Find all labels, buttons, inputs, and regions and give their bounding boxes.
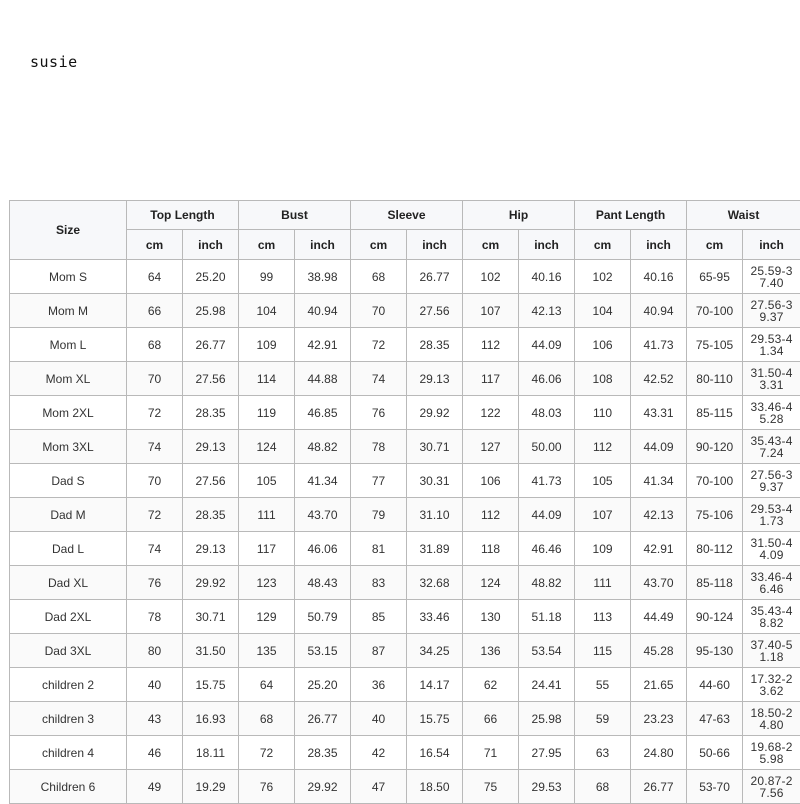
- table-cell: 77: [351, 464, 407, 498]
- table-cell: 20.87-27.56: [743, 770, 800, 804]
- table-cell: 117: [463, 362, 519, 396]
- table-cell: 85-118: [687, 566, 743, 600]
- table-cell: 123: [239, 566, 295, 600]
- table-cell: 29.13: [183, 430, 239, 464]
- table-cell: 21.65: [631, 668, 687, 702]
- table-cell: 47-63: [687, 702, 743, 736]
- table-cell: 40: [127, 668, 183, 702]
- table-row: [10, 362, 800, 396]
- brand-label: susie: [30, 53, 78, 71]
- table-cell: 124: [463, 566, 519, 600]
- size-cell: children 2: [10, 668, 127, 702]
- table-cell: 46.06: [519, 362, 575, 396]
- table-cell: 28.35: [295, 736, 351, 770]
- table-cell: 33.46-46.46: [743, 566, 800, 600]
- size-chart-table: [9, 200, 800, 804]
- table-cell: 36: [351, 668, 407, 702]
- table-cell: 70-100: [687, 464, 743, 498]
- table-cell: 129: [239, 600, 295, 634]
- size-cell: Mom 3XL: [10, 430, 127, 464]
- table-cell: 102: [463, 260, 519, 294]
- table-cell: 40.16: [631, 260, 687, 294]
- group-header-pant-length: Pant Length: [575, 201, 687, 230]
- table-cell: 25.20: [295, 668, 351, 702]
- table-cell: 29.53-41.73: [743, 498, 800, 532]
- size-cell: children 4: [10, 736, 127, 770]
- table-row: [10, 328, 800, 362]
- table-cell: 46: [127, 736, 183, 770]
- table-row: [10, 294, 800, 328]
- table-cell: 112: [575, 430, 631, 464]
- size-cell: Dad XL: [10, 566, 127, 600]
- table-cell: 66: [463, 702, 519, 736]
- size-cell: Dad S: [10, 464, 127, 498]
- table-cell: 27.56: [183, 464, 239, 498]
- table-cell: 44.49: [631, 600, 687, 634]
- table-row: [10, 600, 800, 634]
- header-row-units: [10, 230, 800, 260]
- table-cell: 55: [575, 668, 631, 702]
- table-cell: 113: [575, 600, 631, 634]
- table-cell: 68: [127, 328, 183, 362]
- table-cell: 25.98: [519, 702, 575, 736]
- table-cell: 29.92: [183, 566, 239, 600]
- size-cell: Mom XL: [10, 362, 127, 396]
- table-cell: 29.92: [295, 770, 351, 804]
- table-cell: 136: [463, 634, 519, 668]
- table-cell: 44.09: [519, 328, 575, 362]
- table-cell: 76: [239, 770, 295, 804]
- table-cell: 40.16: [519, 260, 575, 294]
- table-cell: 25.20: [183, 260, 239, 294]
- size-cell: Dad 2XL: [10, 600, 127, 634]
- unit-header-inch: inch: [631, 230, 687, 260]
- table-row: [10, 702, 800, 736]
- table-cell: 90-120: [687, 430, 743, 464]
- table-cell: 109: [575, 532, 631, 566]
- table-cell: 15.75: [407, 702, 463, 736]
- table-row: [10, 770, 800, 804]
- table-row: [10, 736, 800, 770]
- table-cell: 18.11: [183, 736, 239, 770]
- table-cell: 78: [351, 430, 407, 464]
- table-cell: 43.70: [295, 498, 351, 532]
- unit-header-inch: inch: [743, 230, 800, 260]
- unit-header-inch: inch: [407, 230, 463, 260]
- table-cell: 14.17: [407, 668, 463, 702]
- table-cell: 30.71: [183, 600, 239, 634]
- table-cell: 70-100: [687, 294, 743, 328]
- table-cell: 29.53-41.34: [743, 328, 800, 362]
- table-cell: 80-112: [687, 532, 743, 566]
- unit-header-inch: inch: [295, 230, 351, 260]
- table-cell: 26.77: [631, 770, 687, 804]
- table-cell: 70: [351, 294, 407, 328]
- table-cell: 115: [575, 634, 631, 668]
- table-cell: 28.35: [407, 328, 463, 362]
- table-cell: 41.73: [631, 328, 687, 362]
- unit-header-cm: cm: [351, 230, 407, 260]
- table-row: [10, 532, 800, 566]
- table-cell: 19.29: [183, 770, 239, 804]
- table-cell: 29.13: [407, 362, 463, 396]
- table-cell: 16.54: [407, 736, 463, 770]
- table-cell: 114: [239, 362, 295, 396]
- table-cell: 85: [351, 600, 407, 634]
- table-cell: 42: [351, 736, 407, 770]
- table-cell: 111: [239, 498, 295, 532]
- table-cell: 40.94: [631, 294, 687, 328]
- table-cell: 34.25: [407, 634, 463, 668]
- size-cell: Children 6: [10, 770, 127, 804]
- table-cell: 46.06: [295, 532, 351, 566]
- table-cell: 85-115: [687, 396, 743, 430]
- table-cell: 25.59-37.40: [743, 260, 800, 294]
- table-cell: 117: [239, 532, 295, 566]
- table-row: [10, 498, 800, 532]
- table-cell: 68: [351, 260, 407, 294]
- table-cell: 17.32-23.62: [743, 668, 800, 702]
- table-cell: 80-110: [687, 362, 743, 396]
- table-cell: 119: [239, 396, 295, 430]
- table-cell: 108: [575, 362, 631, 396]
- table-cell: 50.00: [519, 430, 575, 464]
- size-chart-body: [10, 260, 800, 804]
- table-cell: 48.43: [295, 566, 351, 600]
- table-cell: 24.80: [631, 736, 687, 770]
- table-cell: 78: [127, 600, 183, 634]
- table-cell: 72: [127, 396, 183, 430]
- table-cell: 50-66: [687, 736, 743, 770]
- table-cell: 27.56: [183, 362, 239, 396]
- table-cell: 105: [239, 464, 295, 498]
- table-cell: 83: [351, 566, 407, 600]
- table-cell: 90-124: [687, 600, 743, 634]
- table-cell: 64: [239, 668, 295, 702]
- unit-header-cm: cm: [687, 230, 743, 260]
- table-cell: 72: [351, 328, 407, 362]
- table-cell: 64: [127, 260, 183, 294]
- table-cell: 42.13: [631, 498, 687, 532]
- table-cell: 27.56-39.37: [743, 294, 800, 328]
- unit-header-cm: cm: [463, 230, 519, 260]
- table-cell: 26.77: [407, 260, 463, 294]
- table-cell: 118: [463, 532, 519, 566]
- table-cell: 18.50-24.80: [743, 702, 800, 736]
- table-cell: 19.68-25.98: [743, 736, 800, 770]
- table-cell: 48.82: [295, 430, 351, 464]
- table-cell: 127: [463, 430, 519, 464]
- table-cell: 111: [575, 566, 631, 600]
- table-cell: 68: [575, 770, 631, 804]
- table-cell: 42.13: [519, 294, 575, 328]
- table-cell: 23.23: [631, 702, 687, 736]
- table-row: [10, 634, 800, 668]
- table-cell: 104: [575, 294, 631, 328]
- table-cell: 53-70: [687, 770, 743, 804]
- unit-header-inch: inch: [183, 230, 239, 260]
- table-cell: 44.09: [631, 430, 687, 464]
- table-row: [10, 464, 800, 498]
- table-cell: 107: [463, 294, 519, 328]
- table-cell: 30.71: [407, 430, 463, 464]
- table-cell: 112: [463, 498, 519, 532]
- table-cell: 25.98: [183, 294, 239, 328]
- table-cell: 74: [127, 430, 183, 464]
- table-cell: 107: [575, 498, 631, 532]
- table-cell: 31.89: [407, 532, 463, 566]
- unit-header-cm: cm: [239, 230, 295, 260]
- table-cell: 66: [127, 294, 183, 328]
- table-row: [10, 260, 800, 294]
- table-cell: 41.34: [295, 464, 351, 498]
- group-header-sleeve: Sleeve: [351, 201, 463, 230]
- table-cell: 26.77: [295, 702, 351, 736]
- table-cell: 70: [127, 362, 183, 396]
- table-cell: 44.88: [295, 362, 351, 396]
- table-cell: 41.34: [631, 464, 687, 498]
- table-cell: 24.41: [519, 668, 575, 702]
- table-cell: 31.50-44.09: [743, 532, 800, 566]
- size-header: Size: [10, 201, 127, 260]
- table-cell: 35.43-47.24: [743, 430, 800, 464]
- table-cell: 106: [463, 464, 519, 498]
- table-cell: 70: [127, 464, 183, 498]
- size-chart: [9, 200, 800, 804]
- table-cell: 71: [463, 736, 519, 770]
- table-cell: 95-130: [687, 634, 743, 668]
- table-cell: 46.46: [519, 532, 575, 566]
- table-cell: 42.91: [631, 532, 687, 566]
- table-cell: 48.03: [519, 396, 575, 430]
- table-cell: 31.50: [183, 634, 239, 668]
- table-cell: 16.93: [183, 702, 239, 736]
- table-cell: 29.53: [519, 770, 575, 804]
- table-cell: 130: [463, 600, 519, 634]
- size-cell: Mom L: [10, 328, 127, 362]
- table-cell: 99: [239, 260, 295, 294]
- table-cell: 106: [575, 328, 631, 362]
- table-cell: 49: [127, 770, 183, 804]
- table-cell: 124: [239, 430, 295, 464]
- table-cell: 53.54: [519, 634, 575, 668]
- table-cell: 31.50-43.31: [743, 362, 800, 396]
- table-cell: 45.28: [631, 634, 687, 668]
- group-header-waist: Waist: [687, 201, 800, 230]
- table-row: [10, 566, 800, 600]
- table-cell: 47: [351, 770, 407, 804]
- table-cell: 75-105: [687, 328, 743, 362]
- table-cell: 68: [239, 702, 295, 736]
- table-row: [10, 396, 800, 430]
- table-cell: 43: [127, 702, 183, 736]
- table-cell: 122: [463, 396, 519, 430]
- table-cell: 18.50: [407, 770, 463, 804]
- table-cell: 30.31: [407, 464, 463, 498]
- table-cell: 104: [239, 294, 295, 328]
- table-cell: 27.56-39.37: [743, 464, 800, 498]
- table-cell: 81: [351, 532, 407, 566]
- table-cell: 40: [351, 702, 407, 736]
- table-cell: 29.13: [183, 532, 239, 566]
- group-header-top-length: Top Length: [127, 201, 239, 230]
- table-cell: 42.52: [631, 362, 687, 396]
- table-cell: 46.85: [295, 396, 351, 430]
- table-cell: 135: [239, 634, 295, 668]
- table-cell: 31.10: [407, 498, 463, 532]
- table-cell: 87: [351, 634, 407, 668]
- table-cell: 33.46-45.28: [743, 396, 800, 430]
- table-cell: 74: [351, 362, 407, 396]
- table-cell: 41.73: [519, 464, 575, 498]
- table-cell: 29.92: [407, 396, 463, 430]
- table-cell: 76: [351, 396, 407, 430]
- size-cell: Dad L: [10, 532, 127, 566]
- size-cell: Mom S: [10, 260, 127, 294]
- table-cell: 110: [575, 396, 631, 430]
- table-cell: 27.95: [519, 736, 575, 770]
- table-cell: 38.98: [295, 260, 351, 294]
- table-cell: 62: [463, 668, 519, 702]
- table-cell: 28.35: [183, 498, 239, 532]
- table-cell: 53.15: [295, 634, 351, 668]
- table-cell: 76: [127, 566, 183, 600]
- size-cell: Dad M: [10, 498, 127, 532]
- table-cell: 15.75: [183, 668, 239, 702]
- table-cell: 33.46: [407, 600, 463, 634]
- unit-header-cm: cm: [127, 230, 183, 260]
- table-cell: 27.56: [407, 294, 463, 328]
- table-cell: 48.82: [519, 566, 575, 600]
- table-cell: 102: [575, 260, 631, 294]
- group-header-bust: Bust: [239, 201, 351, 230]
- table-cell: 75: [463, 770, 519, 804]
- unit-header-cm: cm: [575, 230, 631, 260]
- table-cell: 44-60: [687, 668, 743, 702]
- table-row: [10, 430, 800, 464]
- table-cell: 112: [463, 328, 519, 362]
- table-cell: 50.79: [295, 600, 351, 634]
- size-cell: Mom 2XL: [10, 396, 127, 430]
- table-cell: 44.09: [519, 498, 575, 532]
- size-cell: children 3: [10, 702, 127, 736]
- table-cell: 35.43-48.82: [743, 600, 800, 634]
- size-cell: Dad 3XL: [10, 634, 127, 668]
- table-cell: 43.70: [631, 566, 687, 600]
- table-cell: 42.91: [295, 328, 351, 362]
- table-row: [10, 668, 800, 702]
- table-cell: 43.31: [631, 396, 687, 430]
- table-cell: 65-95: [687, 260, 743, 294]
- table-cell: 74: [127, 532, 183, 566]
- table-cell: 40.94: [295, 294, 351, 328]
- table-cell: 80: [127, 634, 183, 668]
- table-cell: 72: [127, 498, 183, 532]
- table-cell: 63: [575, 736, 631, 770]
- table-cell: 37.40-51.18: [743, 634, 800, 668]
- table-cell: 109: [239, 328, 295, 362]
- table-cell: 59: [575, 702, 631, 736]
- header-row-groups: [10, 201, 800, 230]
- table-cell: 51.18: [519, 600, 575, 634]
- table-cell: 28.35: [183, 396, 239, 430]
- unit-header-inch: inch: [519, 230, 575, 260]
- group-header-hip: Hip: [463, 201, 575, 230]
- table-cell: 105: [575, 464, 631, 498]
- table-cell: 32.68: [407, 566, 463, 600]
- table-cell: 79: [351, 498, 407, 532]
- table-cell: 72: [239, 736, 295, 770]
- size-cell: Mom M: [10, 294, 127, 328]
- table-cell: 26.77: [183, 328, 239, 362]
- table-cell: 75-106: [687, 498, 743, 532]
